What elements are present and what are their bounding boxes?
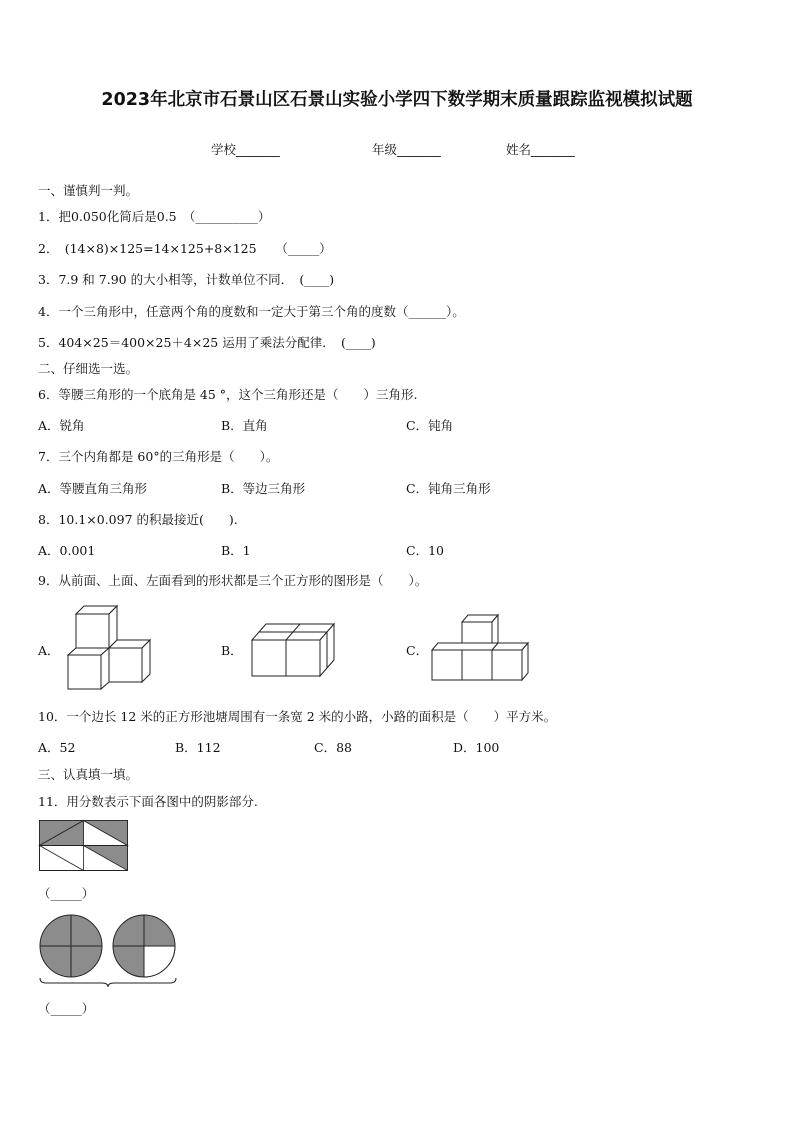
question-6: 6．等腰三角形的一个底角是 45 °，这个三角形还是（ ）三角形. [38, 387, 418, 402]
q10-option-c[interactable]: C．88 [314, 740, 352, 755]
q7-option-c[interactable]: C．钝角三角形 [406, 481, 491, 496]
question-9: 9．从前面、上面、左面看到的形状都是三个正方形的图形是（ ）。 [38, 573, 428, 588]
question-11: 11．用分数表示下面各图中的阴影部分. [38, 794, 258, 809]
q6-option-c[interactable]: C．钝角 [406, 418, 454, 433]
q7-option-b[interactable]: B．等边三角形 [221, 481, 306, 496]
school-field[interactable]: 学校_______ [211, 142, 280, 157]
q8-option-c[interactable]: C．10 [406, 543, 444, 558]
q9-figure-a [64, 604, 154, 690]
q8-option-b[interactable]: B．1 [221, 543, 251, 558]
q6-option-b[interactable]: B．直角 [221, 418, 268, 433]
section-3-heading: 三、认真填一填。 [38, 767, 139, 782]
name-field[interactable]: 姓名_______ [506, 142, 575, 157]
question-1: 1．把0.050化简后是0.5 （__________） [38, 209, 271, 224]
section-1-heading: 一、谨慎判一判。 [38, 183, 139, 198]
question-2: 2． (14×8)×125=14×125+8×125 （_____） [38, 241, 332, 256]
q10-option-b[interactable]: B．112 [175, 740, 221, 755]
q9-option-a[interactable]: A． [38, 643, 60, 658]
question-4: 4．一个三角形中，任意两个角的度数和一定大于第三个角的度数（______）。 [38, 304, 465, 319]
q8-option-a[interactable]: A．0.001 [38, 543, 96, 558]
question-8: 8．10.1×0.097 的积最接近( ). [38, 512, 238, 527]
q7-option-a[interactable]: A．等腰直角三角形 [38, 481, 148, 496]
q11-rectangle-figure [39, 820, 129, 872]
q10-option-a[interactable]: A．52 [38, 740, 76, 755]
q11-blank-1[interactable]: （_____） [38, 886, 95, 901]
q10-option-d[interactable]: D．100 [453, 740, 500, 755]
q9-option-c[interactable]: C． [406, 643, 429, 658]
q11-blank-2[interactable]: （_____） [38, 1001, 95, 1016]
page-title: 2023年北京市石景山区石景山实验小学四下数学期末质量跟踪监视模拟试题 [101, 90, 693, 110]
q9-figure-c [430, 612, 530, 684]
q9-option-b[interactable]: B． [221, 643, 243, 658]
section-2-heading: 二、仔细选一选。 [38, 361, 139, 376]
grade-field[interactable]: 年级_______ [372, 142, 441, 157]
question-5: 5．404×25＝400×25＋4×25 运用了乘法分配律． (____) [38, 335, 376, 350]
q6-option-a[interactable]: A．锐角 [38, 418, 85, 433]
q9-figure-b [250, 620, 340, 678]
q11-circles-figure [38, 914, 180, 986]
question-10: 10．一个边长 12 米的正方形池塘周围有一条宽 2 米的小路，小路的面积是（ ）平方米。 [38, 709, 557, 724]
question-7: 7．三个内角都是 60°的三角形是（ ）。 [38, 449, 279, 464]
question-3: 3．7.9 和 7.90 的大小相等，计数单位不同． (____) [38, 272, 335, 287]
